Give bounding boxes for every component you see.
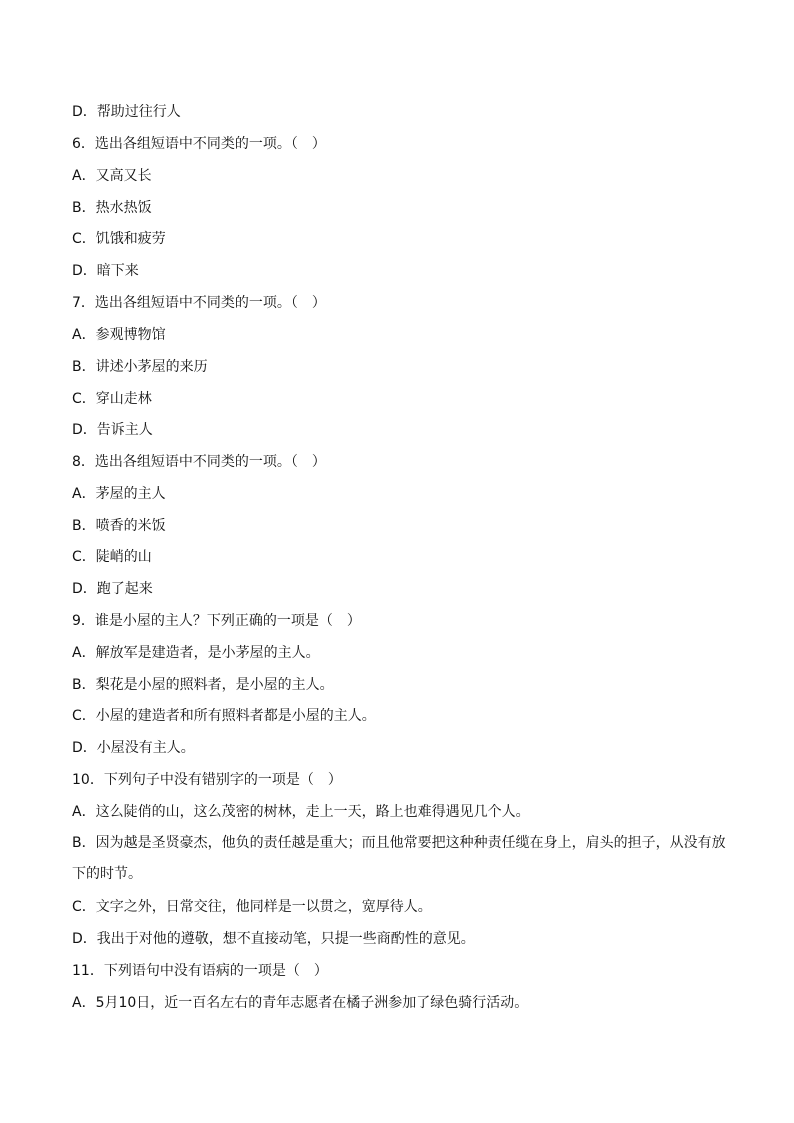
question-7: 7．选出各组短语中不同类的一项。（ ）	[72, 295, 326, 311]
option-10a: A．这么陡俏的山，这么茂密的树林，走上一天，路上也难得遇见几个人。	[72, 804, 530, 820]
option-10b: B．因为越是圣贤豪杰，他负的责任越是重大；而且他常要把这种种责任缆在身上，肩头的担子，从没有放下的时节。	[72, 835, 726, 882]
option-6c: C．饥饿和疲劳	[72, 231, 166, 247]
option-6a: A．又高又长	[72, 168, 152, 184]
question-8: 8．选出各组短语中不同类的一项。（ ）	[72, 454, 326, 470]
option-7b: B．讲述小茅屋的来历	[72, 359, 208, 375]
option-6b: B．热水热饭	[72, 200, 152, 216]
option-10c: C．文字之外，日常交往，他同样是一以贯之，宽厚待人。	[72, 899, 432, 915]
option-5d: D．帮助过往行人	[72, 104, 181, 120]
option-8b: B．喷香的米饭	[72, 518, 166, 534]
option-9a: A．解放军是建造者，是小茅屋的主人。	[72, 645, 320, 661]
option-7c: C．穿山走林	[72, 391, 152, 407]
option-9d: D．小屋没有主人。	[72, 740, 195, 756]
option-8d: D．跑了起来	[72, 581, 153, 597]
option-11a: A．5月10日，近一百名左右的青年志愿者在橘子洲参加了绿色骑行活动。	[72, 995, 529, 1011]
option-9c: C．小屋的建造者和所有照料者都是小屋的主人。	[72, 708, 376, 724]
option-6d: D．暗下来	[72, 263, 139, 279]
question-9: 9．谁是小屋的主人？下列正确的一项是（ ）	[72, 613, 361, 629]
option-9b: B．梨花是小屋的照料者，是小屋的主人。	[72, 677, 334, 693]
option-8a: A．茅屋的主人	[72, 486, 166, 502]
question-11: 11．下列语句中没有语病的一项是（ ）	[72, 963, 328, 979]
option-7d: D．告诉主人	[72, 422, 153, 438]
question-6: 6．选出各组短语中不同类的一项。（ ）	[72, 136, 326, 152]
option-8c: C．陡峭的山	[72, 549, 152, 565]
question-10: 10．下列句子中没有错别字的一项是（ ）	[72, 772, 342, 788]
option-7a: A．参观博物馆	[72, 327, 166, 343]
option-10d: D．我出于对他的遵敬，想不直接动笔，只提一些商酌性的意见。	[72, 931, 475, 947]
